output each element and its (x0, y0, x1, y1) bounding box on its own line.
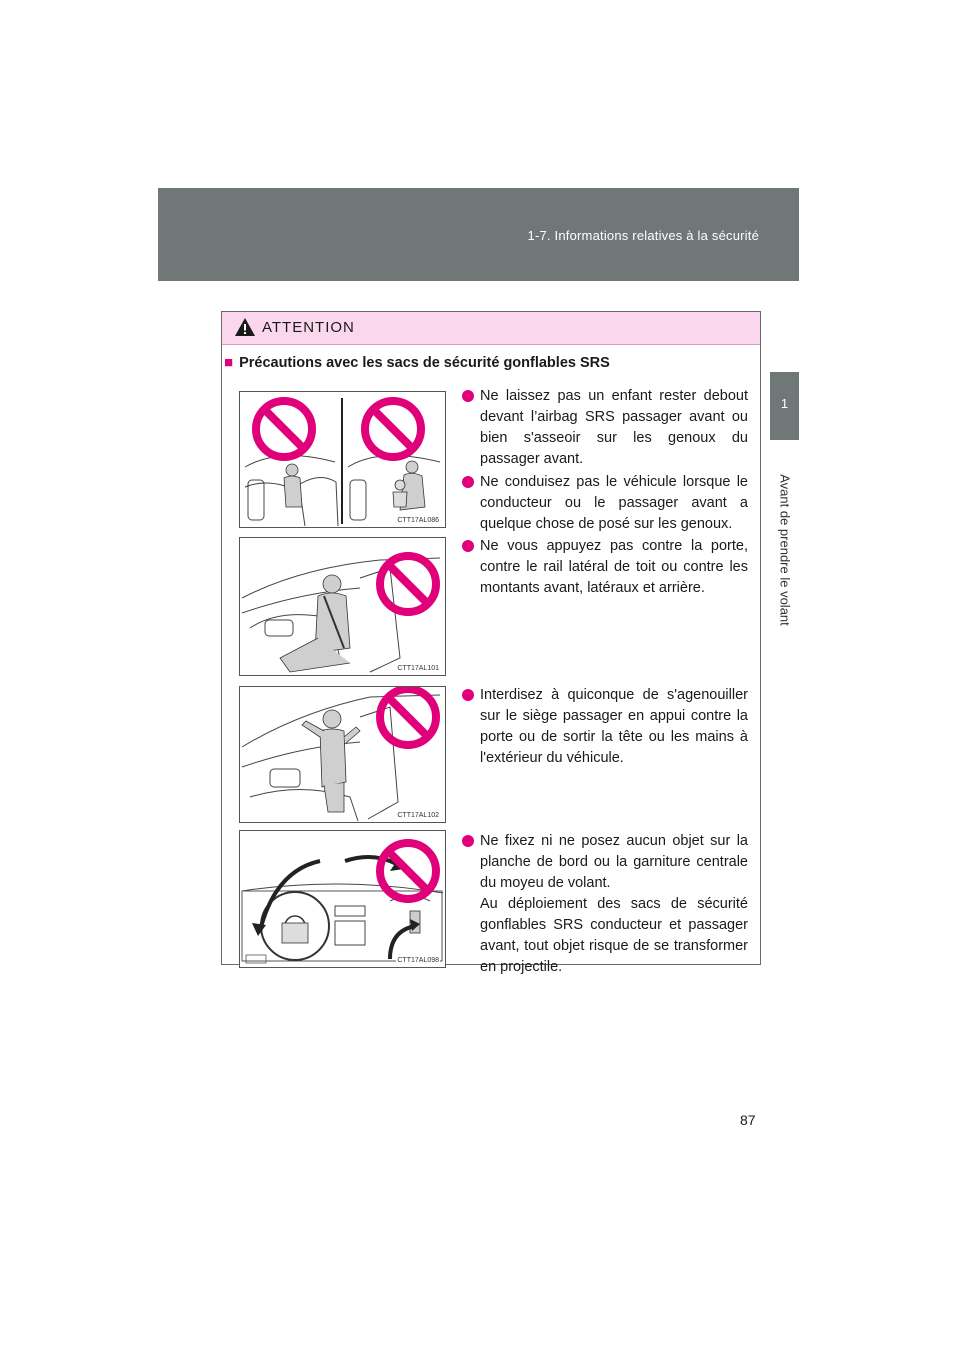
bullet-dot-icon (462, 476, 474, 488)
warning-title: ATTENTION (262, 319, 355, 336)
illustration-code: CTT17AL098 (397, 957, 439, 964)
chapter-header-band (158, 188, 799, 281)
section-title: 1-7. Informations relatives à la sécurité (527, 228, 759, 243)
square-bullet-icon: ■ (224, 354, 234, 371)
bullet-text: Ne fixez ni ne posez aucun objet sur la planche de bord ou la garniture centrale du moyeu de volant. (480, 833, 748, 891)
bullet-item (462, 536, 748, 599)
illustration-code: CTT17AL101 (397, 665, 439, 672)
bullet-text: Ne laissez pas un enfant rester debout devant l’airbag SRS passager avant ou bien s'asseoir sur les genoux du passager avant. (480, 388, 748, 467)
warning-triangle-icon (234, 317, 256, 337)
bullet-item (462, 831, 748, 978)
illustration-kneeling-seat (239, 686, 446, 823)
bullet-dot-icon (462, 689, 474, 701)
chapter-label: Avant de prendre le volant (777, 474, 793, 626)
illustration-leaning-door (239, 537, 446, 676)
bullet-item (462, 386, 748, 470)
bullet-item (462, 685, 748, 769)
bullet-text-continued: Au déploiement des sacs de sécurité gonflables SRS conducteur et passager avant, tout objet risque de se transformer en projectile. (480, 896, 748, 975)
chapter-label-vertical (775, 450, 795, 650)
warning-header (222, 312, 760, 345)
warning-box (221, 311, 761, 975)
bullet-dot-icon (462, 835, 474, 847)
child-passenger-drawing (240, 392, 445, 527)
page-number: 87 (740, 1112, 756, 1128)
illustration-child-passenger (239, 391, 446, 528)
illustration-dashboard-objects (239, 830, 446, 968)
section-heading-text: Précautions avec les sacs de sécurité gonflables SRS (239, 355, 610, 371)
bullet-text: Interdisez à quiconque de s'agenouiller sur le siège passager en appui contre la porte ou de sortir la tête ou les mains à l'extérieur du véhicule. (480, 687, 748, 766)
section-heading (224, 354, 610, 371)
kneeling-seat-drawing (240, 687, 445, 822)
leaning-door-drawing (240, 538, 445, 675)
chapter-tab (770, 372, 799, 440)
dashboard-objects-drawing (240, 831, 445, 967)
bullet-dot-icon (462, 390, 474, 402)
bullet-text: Ne conduisez pas le véhicule lorsque le conducteur ou le passager avant a quelque chose de posé sur les genoux. (480, 474, 748, 532)
illustration-code: CTT17AL102 (397, 812, 439, 819)
bullet-item (462, 472, 748, 535)
chapter-number: 1 (780, 396, 789, 411)
bullet-text: Ne vous appuyez pas contre la porte, contre le rail latéral de toit ou contre les montants avant, latéraux et arrière. (480, 538, 748, 596)
illustration-code: CTT17AL086 (397, 517, 439, 524)
bullet-dot-icon (462, 540, 474, 552)
